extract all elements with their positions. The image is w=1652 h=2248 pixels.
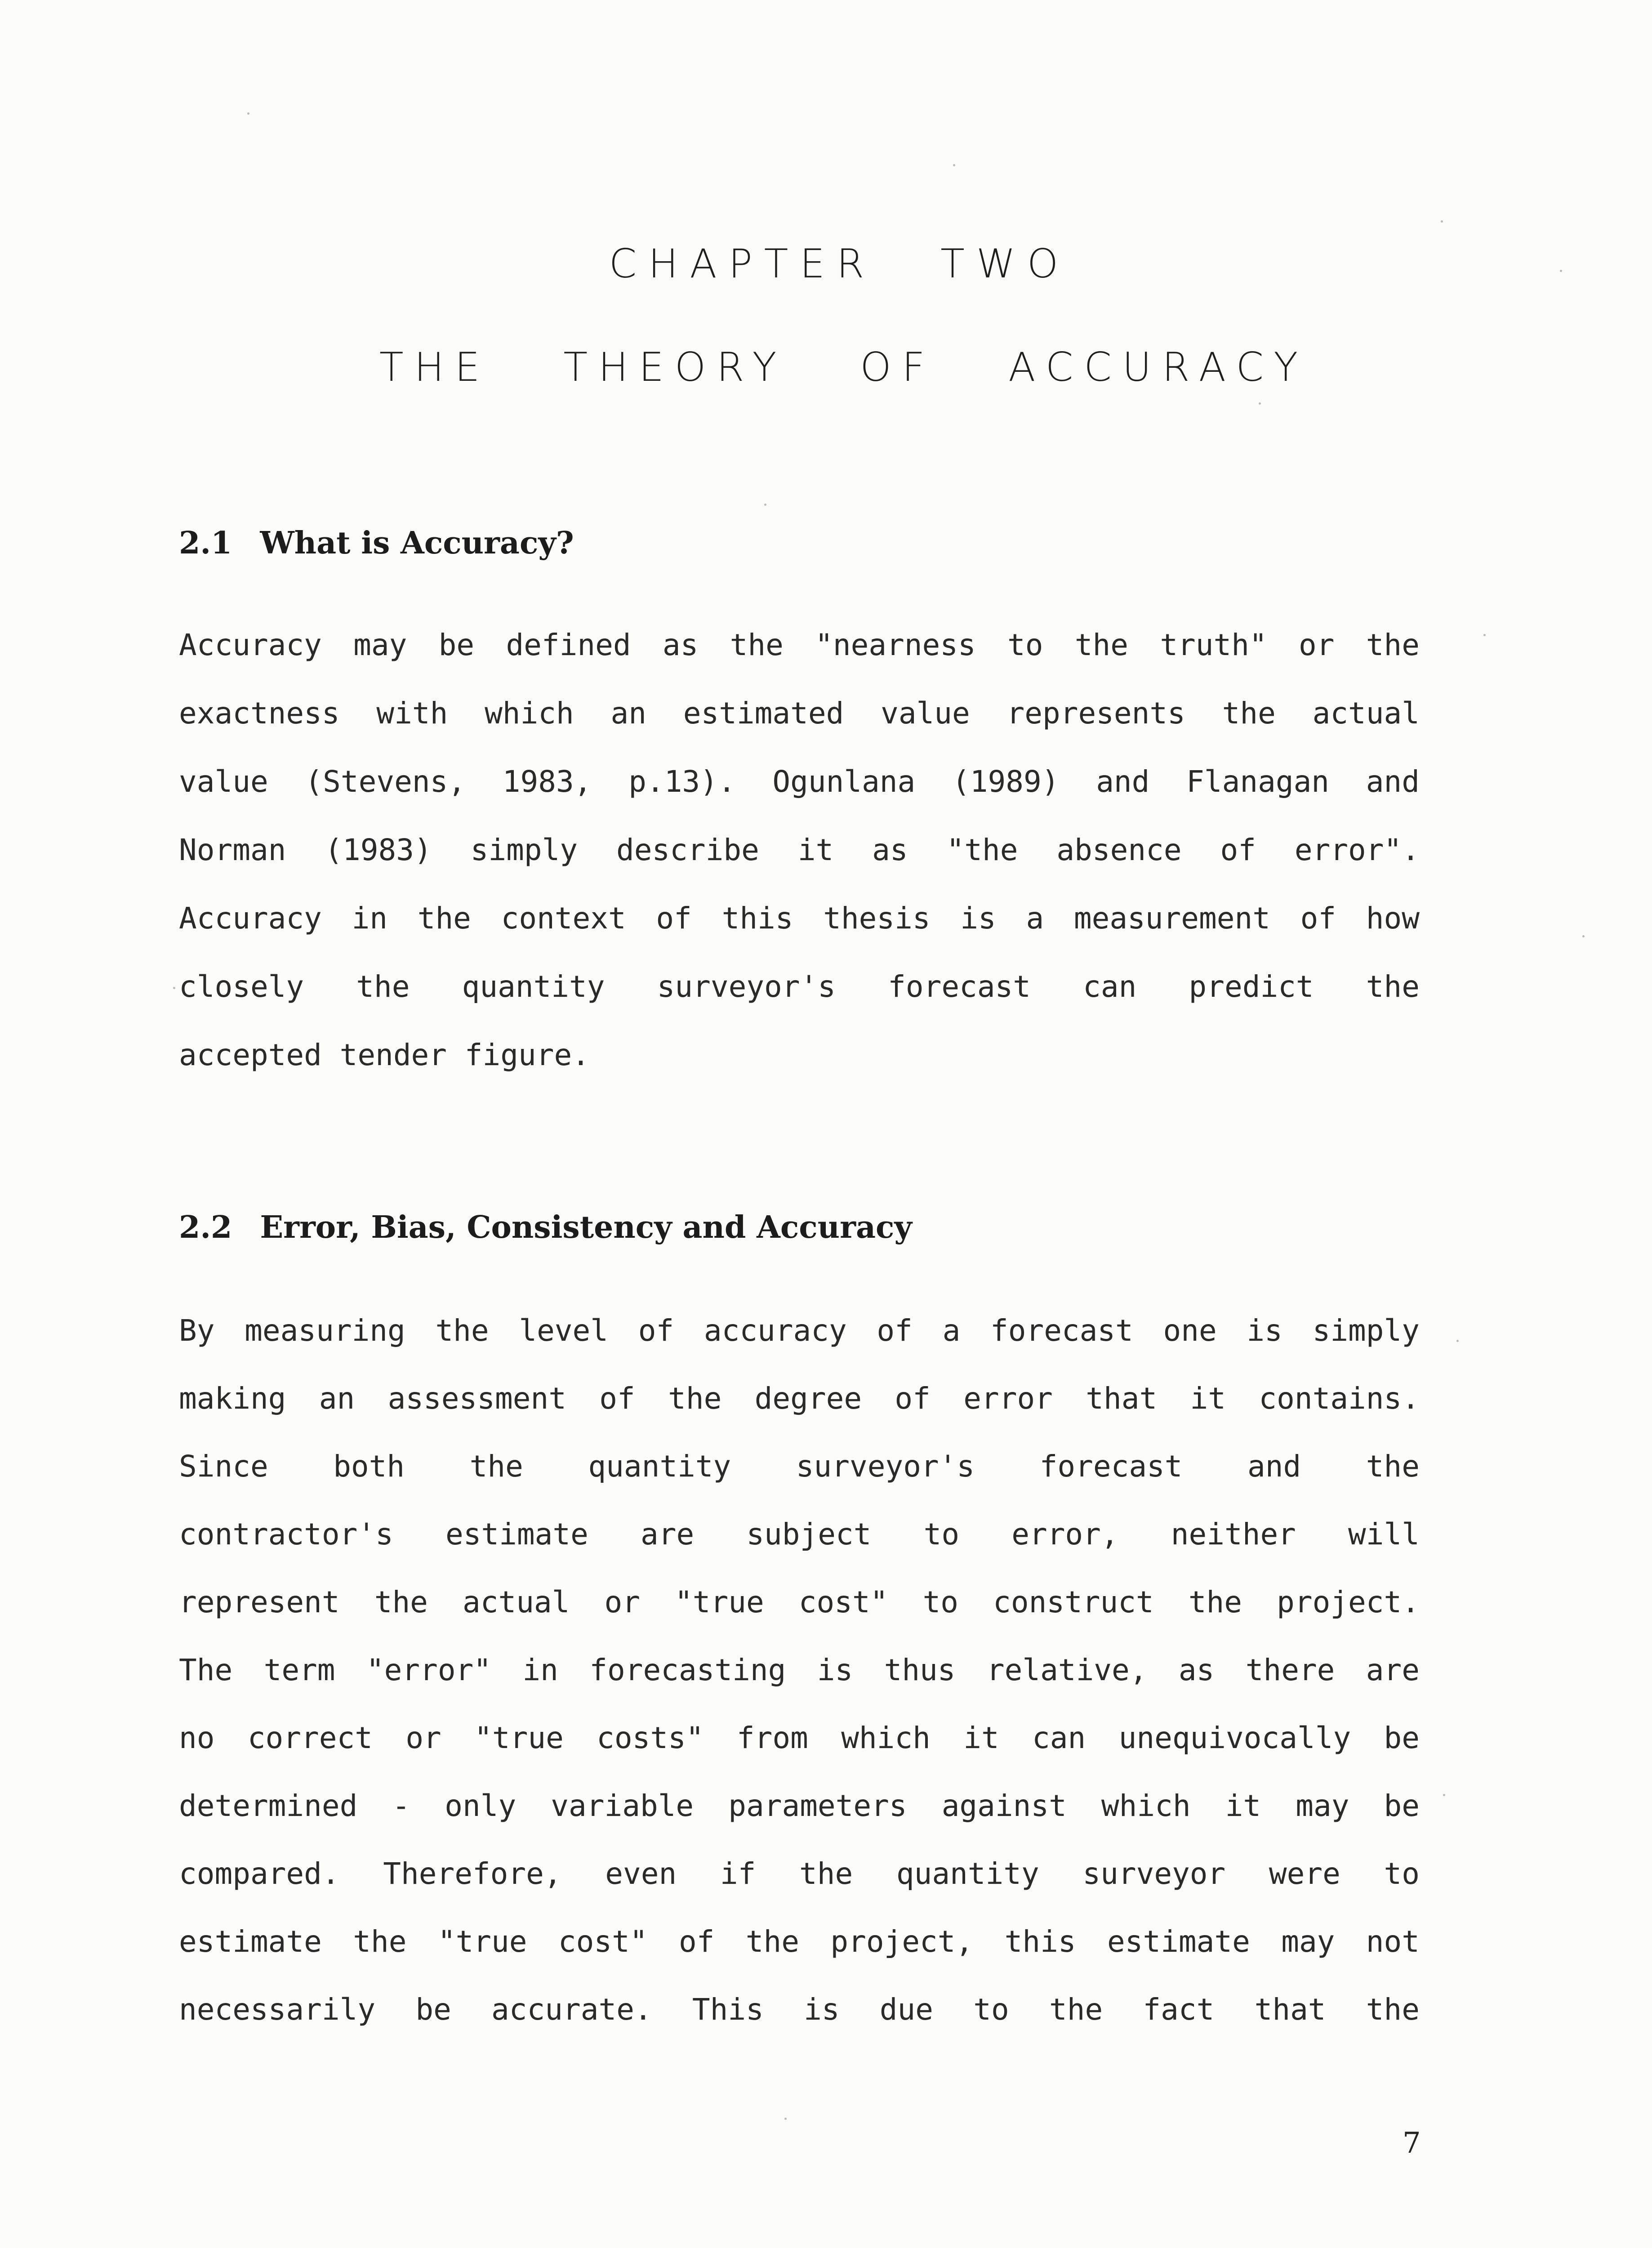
text-line: value (Stevens, 1983, p.13). Ogunlana (1989) and Flanagan and [179, 764, 1420, 799]
scan-speck [1560, 270, 1562, 272]
scan-speck [1441, 220, 1443, 223]
scan-speck [1582, 935, 1585, 937]
text-line: accepted tender figure. [179, 1038, 590, 1072]
text-line: making an assessment of the degree of error that it contains. [179, 1381, 1420, 1416]
scan-speck [953, 164, 955, 166]
text-line: Norman (1983) simply describe it as "the absence of error". [179, 833, 1420, 867]
text-line: exactness with which an estimated value represents the actual [179, 696, 1420, 731]
scan-speck [1443, 1794, 1445, 1796]
text-line: contractor's estimate are subject to error, neither will [179, 1517, 1420, 1552]
text-line: Accuracy may be defined as the "nearness to the truth" or the [179, 628, 1420, 662]
text-line: compared. Therefore, even if the quantity surveyor were to [179, 1856, 1420, 1891]
section-number: 2.1 [179, 525, 232, 561]
chapter-label: CHAPTER TWO [609, 241, 1070, 287]
scan-speck [1259, 402, 1261, 405]
page-number: 7 [1403, 2127, 1421, 2160]
text-line: represent the actual or "true cost" to construct the project. [179, 1585, 1420, 1619]
section-number: 2.2 [179, 1209, 232, 1245]
scan-speck [173, 987, 175, 989]
section-title: Error, Bias, Consistency and Accuracy [260, 1209, 912, 1245]
section-heading-2-1 [179, 525, 574, 561]
text-line: Accuracy in the context of this thesis is a measurement of how [179, 901, 1420, 936]
text-line: determined - only variable parameters against which it may be [179, 1789, 1420, 1823]
chapter-title: THE THEORY OF ACCURACY [379, 344, 1309, 390]
scan-speck [1456, 1340, 1459, 1342]
text-line: necessarily be accurate. This is due to the fact that the [179, 1992, 1420, 2027]
scan-speck [784, 2118, 787, 2120]
text-line: closely the quantity surveyor's forecast can predict the [179, 969, 1420, 1004]
text-line: Since both the quantity surveyor's forecast and the [179, 1449, 1420, 1484]
text-line: estimate the "true cost" of the project, this estimate may not [179, 1924, 1420, 1959]
scan-speck [247, 112, 249, 115]
text-line: no correct or "true costs" from which it can unequivocally be [179, 1721, 1420, 1755]
section-title: What is Accuracy? [260, 525, 574, 561]
section-heading-2-2 [179, 1209, 912, 1245]
scan-speck [1483, 634, 1486, 636]
text-line: The term "error" in forecasting is thus relative, as there are [179, 1653, 1420, 1687]
scan-speck [764, 504, 766, 506]
text-line: By measuring the level of accuracy of a forecast one is simply [179, 1313, 1420, 1348]
